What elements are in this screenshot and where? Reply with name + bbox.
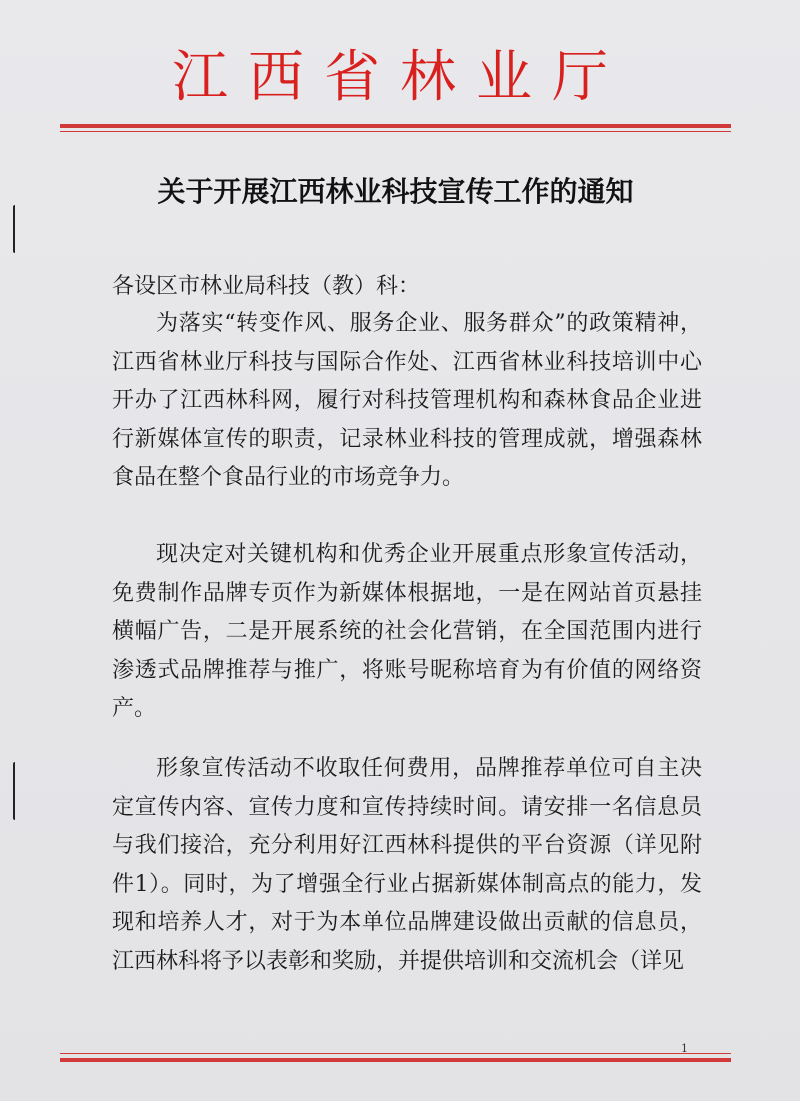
- paragraph-2: 现决定对关键机构和优秀企业开展重点形象宣传活动，免费制作品牌专页作为新媒体根据地，一是在网站首页悬挂横幅广告，二是开展系统的社会化营销，在全国范围内进行渗透式品牌推荐与推广，将账号昵称培育为有价值的网络资产。: [112, 542, 702, 721]
- footer-rule-thick: [60, 1058, 731, 1062]
- footer-rule-thin: [60, 1053, 731, 1054]
- paragraph-3: 形象宣传活动不收取任何费用，品牌推荐单位可自主决定宣传内容、宣传力度和宣传持续时间。请安排一名信息员与我们接洽，充分利用好江西林科提供的平台资源（详见附件1）。同时，为了增强全行业占据新媒体制高点的能力，发现和培养人才，对于为本单位品牌建设做出贡献的信息员，江西林科将予以表彰和奖励，并提供培训和交流机会（详见: [112, 756, 702, 974]
- staple-mark: [13, 205, 18, 253]
- staple-mark: [13, 762, 18, 820]
- letterhead-rule-thick: [60, 124, 731, 128]
- page-number: 1: [681, 1042, 688, 1055]
- salutation: 各设区市林业局科技（教）科：: [112, 274, 421, 299]
- letterhead-org-name: 江西省林业厅: [172, 45, 628, 110]
- document-title: 关于开展江西林业科技宣传工作的通知: [157, 175, 634, 208]
- letterhead-rule-thin: [60, 131, 731, 132]
- paragraph-1: 为落实“转变作风、服务企业、服务群众”的政策精神，江西省林业厅科技与国际合作处、江西省林业科技培训中心开办了江西林科网，履行对科技管理机构和森林食品企业进行新媒体宣传的职责，记录林业科技的管理成就，增强森林食品在整个食品行业的市场竞争力。: [112, 311, 702, 490]
